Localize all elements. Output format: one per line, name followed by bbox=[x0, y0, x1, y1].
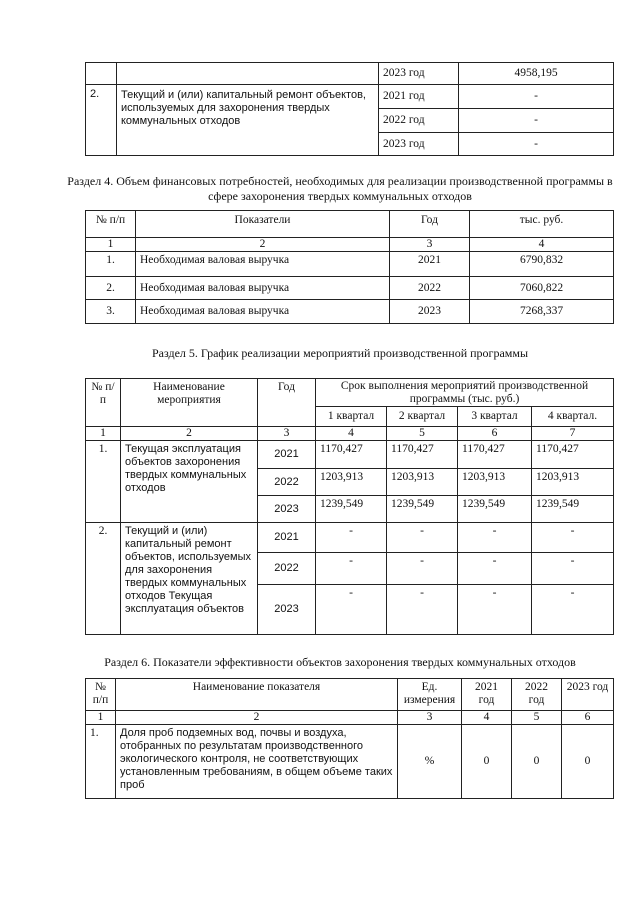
table-cell: 2022 bbox=[258, 469, 316, 496]
header-cell: 2023 год bbox=[562, 679, 614, 711]
table-cell: 1170,427 bbox=[458, 441, 532, 469]
table-cell: - bbox=[316, 553, 387, 585]
section3-continuation-table bbox=[85, 62, 614, 156]
table-cell: 1170,427 bbox=[387, 441, 458, 469]
table-cell: 1203,913 bbox=[532, 469, 614, 496]
column-number: 3 bbox=[258, 427, 316, 441]
table-cell: 1239,549 bbox=[387, 496, 458, 523]
table-cell: 0 bbox=[462, 725, 512, 799]
table-cell: 7268,337 bbox=[470, 300, 614, 324]
table-cell: 7060,822 bbox=[470, 277, 614, 300]
measure-name: Текущая эксплуатация объектов захоронения твердых коммунальных отходов bbox=[121, 441, 258, 523]
table-cell: - bbox=[532, 553, 614, 585]
row-number: 1. bbox=[86, 441, 121, 523]
header-cell: Наименование мероприятия bbox=[121, 379, 258, 427]
column-number: 2 bbox=[121, 427, 258, 441]
header-cell: Ед. измерения bbox=[398, 679, 462, 711]
row-number: 1. bbox=[86, 725, 116, 799]
row-number: 2. bbox=[86, 523, 121, 635]
table-cell: - bbox=[459, 133, 614, 156]
table-cell: 1239,549 bbox=[532, 496, 614, 523]
table-cell: 1170,427 bbox=[532, 441, 614, 469]
table-cell: 3. bbox=[86, 300, 136, 324]
section6-table bbox=[85, 678, 614, 799]
table-cell: 1170,427 bbox=[316, 441, 387, 469]
column-number: 7 bbox=[532, 427, 614, 441]
table-cell: 1203,913 bbox=[316, 469, 387, 496]
table-cell: % bbox=[398, 725, 462, 799]
table-cell: 1203,913 bbox=[458, 469, 532, 496]
column-number: 2 bbox=[136, 238, 390, 252]
column-number: 4 bbox=[316, 427, 387, 441]
header-cell: Показатели bbox=[136, 211, 390, 238]
column-number: 2 bbox=[116, 711, 398, 725]
table-cell: 2021 bbox=[258, 441, 316, 469]
table-cell: 2023 bbox=[258, 585, 316, 635]
header-cell: № п/п bbox=[86, 679, 116, 711]
table-cell: 2023 год bbox=[379, 63, 459, 85]
table-cell: 2022 bbox=[258, 553, 316, 585]
table-cell: - bbox=[458, 585, 532, 635]
table-cell: - bbox=[387, 585, 458, 635]
column-number: 1 bbox=[86, 238, 136, 252]
table-cell bbox=[117, 63, 379, 85]
table-cell: 2. bbox=[86, 277, 136, 300]
table-cell: 1203,913 bbox=[387, 469, 458, 496]
header-cell: Год bbox=[390, 211, 470, 238]
header-cell: 2022 год bbox=[512, 679, 562, 711]
table-cell: 2023 bbox=[258, 496, 316, 523]
quarter-header: 3 квартал bbox=[458, 407, 532, 427]
table-cell: - bbox=[532, 523, 614, 553]
table-cell: 1239,549 bbox=[458, 496, 532, 523]
header-cell: № п/п bbox=[86, 211, 136, 238]
quarter-header: 1 квартал bbox=[316, 407, 387, 427]
table-cell: - bbox=[532, 585, 614, 635]
table-cell: - bbox=[387, 553, 458, 585]
column-number: 6 bbox=[458, 427, 532, 441]
column-number: 1 bbox=[86, 711, 116, 725]
column-number: 6 bbox=[562, 711, 614, 725]
column-number: 1 bbox=[86, 427, 121, 441]
header-cell: тыс. руб. bbox=[470, 211, 614, 238]
table-cell: Необходимая валовая выручка bbox=[136, 300, 390, 324]
table-cell: 0 bbox=[562, 725, 614, 799]
table-cell: 2021 bbox=[258, 523, 316, 553]
measure-name: Текущий и (или) капитальный ремонт объектов, используемых для захоронения твердых коммунальных отходов bbox=[117, 85, 379, 156]
header-cell: Наименование показателя bbox=[116, 679, 398, 711]
section5-table bbox=[85, 378, 614, 635]
table-cell: 2022 bbox=[390, 277, 470, 300]
table-cell: - bbox=[459, 109, 614, 133]
table-cell: Необходимая валовая выручка bbox=[136, 277, 390, 300]
section4-title: Раздел 4. Объем финансовых потребностей, необходимых для реализации производственной программы в сфере захоронения твердых коммунальных отходов bbox=[67, 174, 613, 203]
table-cell: 2021 год bbox=[379, 85, 459, 109]
table-cell: 2022 год bbox=[379, 109, 459, 133]
table-cell bbox=[86, 63, 117, 85]
table-cell: 1. bbox=[86, 252, 136, 277]
column-number: 5 bbox=[387, 427, 458, 441]
table-cell: 1239,549 bbox=[316, 496, 387, 523]
table-cell: 2021 bbox=[390, 252, 470, 277]
table-cell: Необходимая валовая выручка bbox=[136, 252, 390, 277]
table-cell: - bbox=[459, 85, 614, 109]
section6-title: Раздел 6. Показатели эффективности объектов захоронения твердых коммунальных отходов bbox=[104, 655, 576, 669]
table-cell: 4958,195 bbox=[459, 63, 614, 85]
header-cell: Год bbox=[258, 379, 316, 427]
column-number: 4 bbox=[470, 238, 614, 252]
quarter-header: 4 квартал. bbox=[532, 407, 614, 427]
table-cell: - bbox=[458, 523, 532, 553]
quarter-header: 2 квартал bbox=[387, 407, 458, 427]
header-cell: № п/п bbox=[86, 379, 121, 427]
column-number: 4 bbox=[462, 711, 512, 725]
table-cell: - bbox=[316, 523, 387, 553]
table-cell: 2023 год bbox=[379, 133, 459, 156]
table-cell: 6790,832 bbox=[470, 252, 614, 277]
table-cell: - bbox=[387, 523, 458, 553]
section5-title: Раздел 5. График реализации мероприятий производственной программы bbox=[151, 346, 529, 360]
column-number: 3 bbox=[398, 711, 462, 725]
section4-table bbox=[85, 210, 614, 324]
measure-name: Текущий и (или) капитальный ремонт объектов, используемых для захоронения твердых коммунальных отходов Текущая эксплуатация объектов bbox=[121, 523, 258, 635]
table-cell: 2023 bbox=[390, 300, 470, 324]
table-cell: - bbox=[316, 585, 387, 635]
row-number: 2. bbox=[86, 85, 117, 156]
column-number: 3 bbox=[390, 238, 470, 252]
table-cell: 0 bbox=[512, 725, 562, 799]
table-cell: - bbox=[458, 553, 532, 585]
indicator-name: Доля проб подземных вод, почвы и воздуха, отобранных по результатам производственного экологического контроля, не соответствующих установленным требованиям, в общем объеме таких проб bbox=[116, 725, 398, 799]
header-cell: 2021 год bbox=[462, 679, 512, 711]
column-number: 5 bbox=[512, 711, 562, 725]
header-cell: Срок выполнения мероприятий производственной программы (тыс. руб.) bbox=[316, 379, 614, 407]
